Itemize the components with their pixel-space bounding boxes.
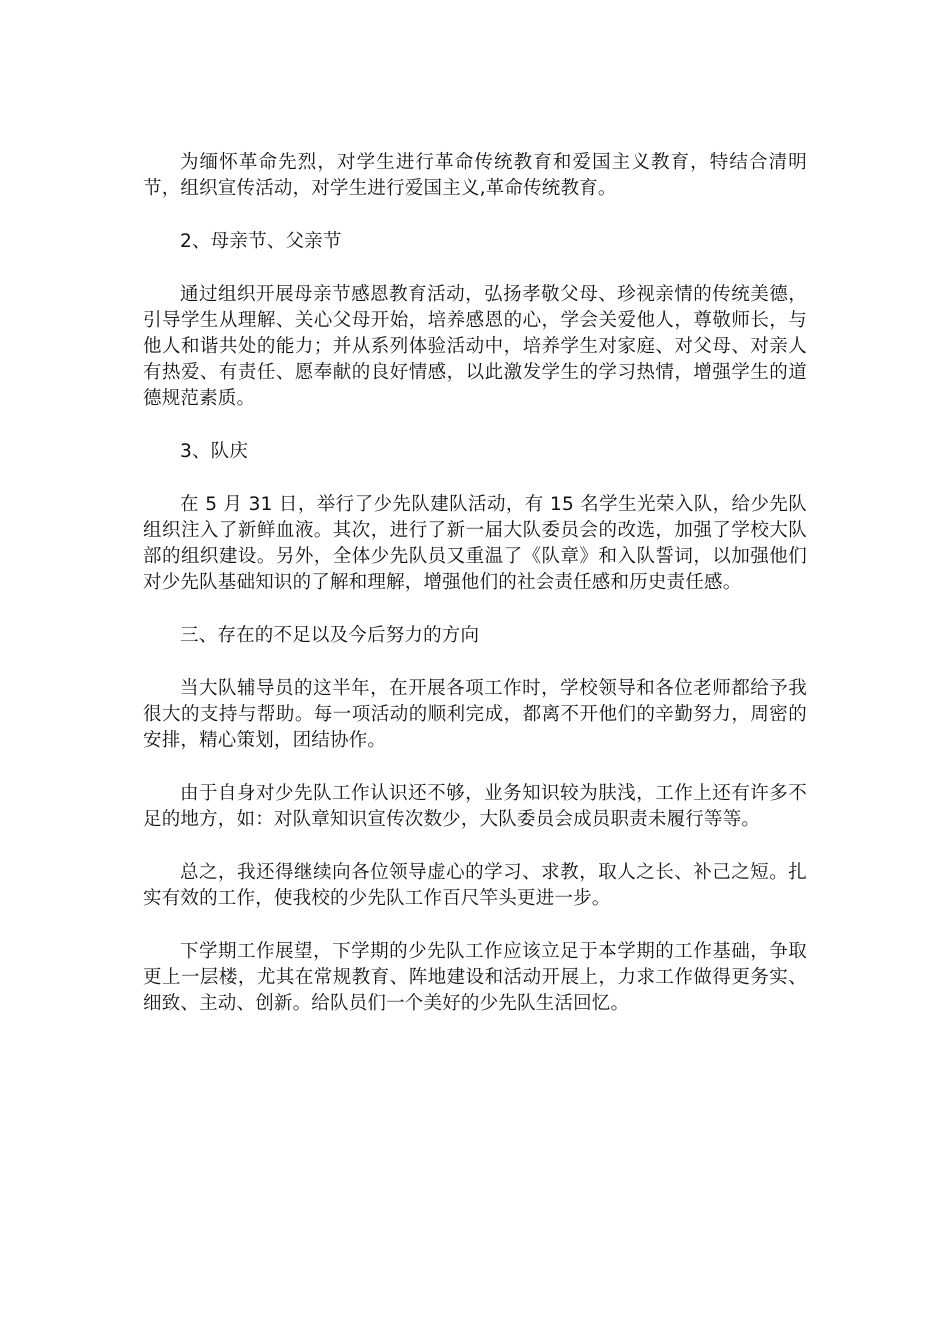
paragraph-gap bbox=[143, 412, 807, 439]
paragraph-conclusion: 总之，我还得继续向各位领导虚心的学习、求教，取人之长、补己之短。扎实有效的工作，使我校的少先队工作百尺竿头更进一步。 bbox=[143, 862, 807, 909]
paragraph-gap bbox=[143, 754, 807, 781]
paragraph-mothers-day: 通过组织开展母亲节感恩教育活动，弘扬孝敬父母、珍视亲情的传统美德，引导学生从理解、关心父母开始，培养感恩的心，学会关爱他人，尊敬师长，与他人和谐共处的能力；并从系列体验活动中，培养学生对家庭、对父母、对亲人有热爱、有责任、愿奉献的良好情感，以此激发学生的学习热情，增强学生的道德规范素质。 bbox=[143, 284, 807, 409]
paragraph-gap bbox=[143, 465, 807, 492]
paragraph-gap bbox=[143, 255, 807, 282]
section-heading-mothers-fathers-day: 2、母亲节、父亲节 bbox=[180, 231, 342, 252]
paragraph-support: 当大队辅导员的这半年，在开展各项工作时，学校领导和各位老师都给予我很大的支持与帮助。每一项活动的顺利完成，都离不开他们的辛勤努力，周密的安排，精心策划，团结协作。 bbox=[143, 678, 807, 751]
paragraph-gap bbox=[143, 833, 807, 860]
section-heading-team-anniversary: 3、队庆 bbox=[180, 441, 249, 462]
paragraph-deficiencies: 由于自身对少先队工作认识还不够，业务知识较为肤浅，工作上还有许多不足的地方，如：对队章知识宣传次数少，大队委员会成员职责未履行等等。 bbox=[143, 783, 807, 830]
section-heading-shortcomings: 三、存在的不足以及今后努力的方向 bbox=[180, 625, 480, 646]
paragraph-gap bbox=[143, 202, 807, 229]
paragraph-gap bbox=[143, 596, 807, 623]
paragraph-team-anniversary: 在 5 月 31 日，举行了少先队建队活动，有 15 名学生光荣入队，给少先队组织注入了新鲜血液。其次，进行了新一届大队委员会的改选，加强了学校大队部的组织建设。另外，全体少先队员又重温了《队章》和入队誓词，以加强他们对少先队基础知识的了解和理解，增强他们的社会责任感和历史责任感。 bbox=[143, 494, 807, 593]
document-body bbox=[143, 150, 807, 1017]
paragraph-gap bbox=[143, 912, 807, 939]
paragraph-outlook: 下学期工作展望，下学期的少先队工作应该立足于本学期的工作基础，争取更上一层楼，尤其在常规教育、阵地建设和活动开展上，力求工作做得更务实、细致、主动、创新。给队员们一个美好的少先队生活回忆。 bbox=[143, 941, 807, 1014]
paragraph-qingming: 为缅怀革命先烈，对学生进行革命传统教育和爱国主义教育，特结合清明节，组织宣传活动，对学生进行爱国主义,革命传统教育。 bbox=[143, 152, 807, 199]
paragraph-gap bbox=[143, 649, 807, 676]
